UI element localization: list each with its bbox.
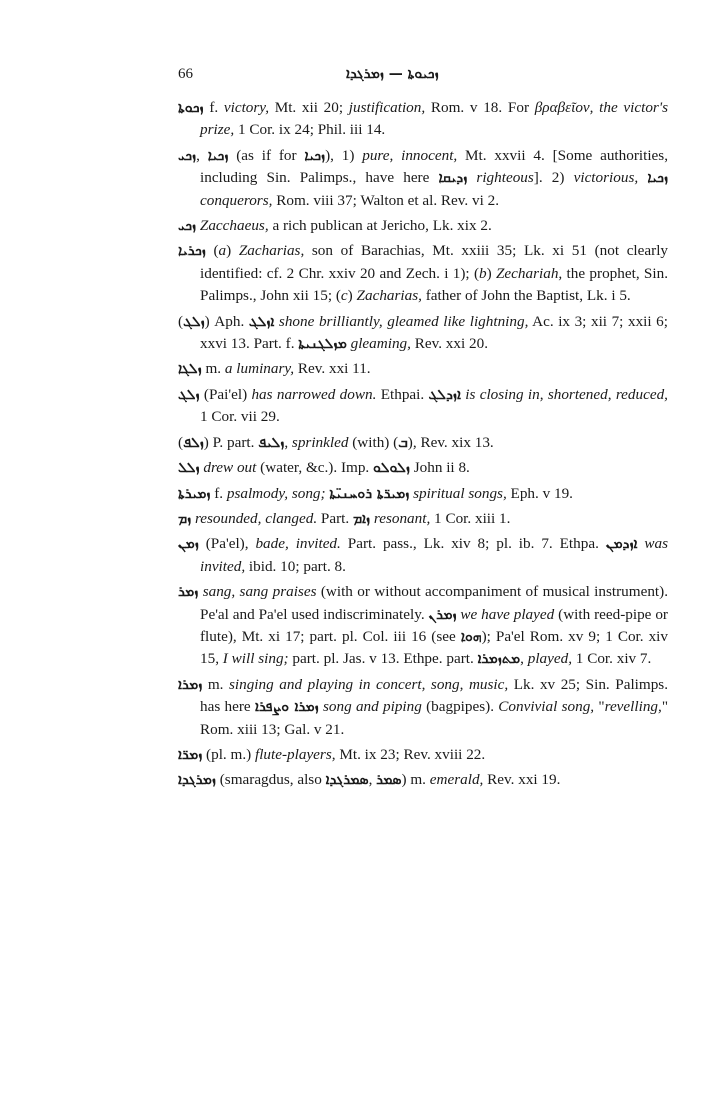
- gloss: c: [340, 287, 348, 305]
- entry-text: Rom. viii 37; Walton et al. Rev. vi 2.: [272, 191, 499, 209]
- entry-text: son of Barachias, Mt. xxiii 35; Lk. xi 51 (not clearly identified: cf. 2 Chr. xxiv 20 and Zech. i 1); (: [200, 242, 669, 282]
- syriac-term: ܣܡܪܓܕܐ: [325, 772, 369, 789]
- syriac-term: ܙܠܘܠܘ: [373, 460, 410, 477]
- entry-text: ": [594, 698, 605, 716]
- entry-text: ): [347, 287, 357, 305]
- gloss: flute-players,: [254, 745, 336, 763]
- gloss: justification,: [348, 99, 426, 116]
- syriac-term: ܙܟܝܐ: [647, 170, 669, 187]
- syriac-term: ܐܙܕܠܓ: [428, 386, 461, 403]
- gloss: spiritual songs,: [409, 484, 507, 502]
- entry-text: ]. 2): [533, 169, 574, 187]
- syriac-term: ܙܡܪܐ: [178, 676, 203, 693]
- syriac-term: ܙܡܪ̈ܐ: [178, 746, 203, 763]
- entry-text: ) P. part.: [203, 433, 259, 451]
- entry-text: (: [178, 312, 184, 330]
- entry-text: (pl. m.): [202, 745, 255, 763]
- entry-text: m.: [202, 675, 229, 693]
- gloss: victorious,: [573, 169, 639, 187]
- syriac-term: ܐܙܕܡܢ: [605, 536, 638, 553]
- syriac-term: ܙܟܝ: [178, 147, 197, 164]
- entry-text: (with) (: [348, 433, 399, 451]
- syriac-term: ܙܡܝܪ̈ܬܐ ܪܘܚܢܝ̈ܬܐ: [329, 485, 410, 502]
- dictionary-entry: [178, 384, 668, 429]
- entry-text: 1 Cor. xiii 1.: [430, 509, 511, 527]
- entry-text: Ethpai.: [376, 385, 429, 403]
- entry-text: (bagpipes).: [421, 698, 499, 716]
- syriac-term: ܙܡܪ: [178, 584, 199, 601]
- entry-text: ), 1): [325, 146, 363, 164]
- dictionary-entry: [178, 215, 668, 237]
- entry-text: Part.: [317, 509, 353, 527]
- gloss: Zacharias,: [356, 287, 422, 305]
- syriac-term: ܙܟܝܐ: [207, 147, 229, 164]
- entry-text: 1 Cor. xiv 7.: [572, 650, 652, 668]
- entry-text: ,: [368, 771, 377, 789]
- entry-text: f.: [210, 484, 227, 502]
- gloss: pure, innocent,: [362, 146, 458, 164]
- entry-text: (: [178, 433, 184, 451]
- entry-text: ) m.: [401, 771, 430, 789]
- entry-text: ) Aph.: [204, 312, 249, 330]
- entry-text: Rev. xxi 20.: [410, 335, 488, 353]
- entry-text: John ii 8.: [409, 459, 470, 477]
- entry-text: Eph. v 19.: [506, 484, 573, 502]
- greek-term: βραβεῖον,: [534, 99, 594, 116]
- dictionary-entries: [178, 97, 668, 795]
- gloss: resonant,: [370, 509, 431, 527]
- syriac-term: ܡܬܙܡܪܐ: [477, 651, 521, 668]
- syriac-term: ܙܟܘܬܐ: [178, 100, 204, 116]
- gloss: emerald,: [429, 771, 484, 789]
- entry-text: Part. pass., Lk. xiv 8; pl. ib. 7. Ethpa.: [340, 535, 606, 553]
- gloss: Zacchaeus,: [196, 217, 269, 235]
- gloss: bade, invited.: [255, 535, 341, 553]
- dictionary-entry: [178, 457, 668, 479]
- entry-text: f.: [203, 99, 224, 116]
- dictionary-entry: [178, 769, 668, 791]
- dictionary-entry: [178, 358, 668, 380]
- gloss: we have played: [456, 605, 555, 623]
- entry-text: Ac. ix 3; xii 7; xxii 6; xxvi 13. Part. f.: [200, 312, 668, 353]
- entry-text: a rich publican at Jericho, Lk. xix 2.: [268, 217, 492, 235]
- entry-text: [638, 169, 647, 186]
- entry-text: (as if for: [228, 146, 305, 164]
- entry-text: (with or without accompaniment of musical instrument). Pe'al and Pa'el used indiscriminately.: [200, 583, 668, 623]
- entry-text: ,: [196, 146, 208, 164]
- gloss: singing and playing in concert, song, music,: [228, 675, 509, 693]
- dictionary-entry: [178, 674, 668, 741]
- syriac-term: ܙܡܪܐ ܘܨܦܪܐ: [254, 699, 319, 716]
- dictionary-entry: [178, 97, 668, 142]
- gloss: the victor's prize,: [200, 99, 669, 139]
- gloss: conquerors,: [200, 191, 273, 209]
- gloss: song and piping: [318, 698, 422, 716]
- syriac-term: ܣܡܪ: [376, 772, 402, 789]
- gloss: Convivial song,: [498, 698, 595, 716]
- gloss: a luminary,: [224, 360, 295, 378]
- entry-text: m.: [201, 360, 225, 378]
- dictionary-entry: [178, 145, 668, 212]
- syriac-term: ܙܡܪܢ: [428, 606, 457, 623]
- entry-text: " Rom. xiii 13; Gal. v 21.: [200, 698, 669, 738]
- entry-text: the prophet, Sin. Palimps., John xii 15; (: [200, 264, 668, 305]
- entry-text: Lk. xv 25; Sin. Palimps. has here: [200, 675, 668, 716]
- syriac-term: ܙܠܠ: [178, 460, 200, 477]
- gloss: sprinkled: [291, 433, 349, 451]
- dictionary-entry: [178, 744, 668, 766]
- syriac-term: ܙܐܡ: [352, 510, 371, 527]
- dictionary-entry: [178, 581, 668, 671]
- entry-text: (smaragdus, also: [215, 771, 326, 789]
- gloss: Zechariah,: [495, 264, 563, 282]
- gloss: righteous: [467, 169, 534, 187]
- entry-text: part. pl. Jas. v 13. Ethpe. part.: [288, 650, 478, 668]
- gloss: drew out: [199, 459, 257, 477]
- gloss: was invited,: [200, 535, 669, 575]
- syriac-term: ܙܡ: [178, 510, 192, 527]
- gloss: b: [479, 264, 487, 282]
- entry-text: ), Rev. xix 13.: [407, 433, 494, 451]
- gloss: sang, sang praises: [198, 583, 317, 601]
- gloss: shone brilliantly, gleamed like lightning,: [274, 312, 529, 330]
- entry-text: (Pai'el): [199, 385, 252, 403]
- page-number: 66: [178, 66, 193, 82]
- syriac-term: ܙܡܢ: [178, 536, 199, 553]
- syriac-term: ܡܙܠܓܢܝܬܐ: [298, 336, 347, 353]
- entry-text: ): [486, 264, 496, 282]
- dictionary-entry: [178, 311, 668, 356]
- page-header: [178, 66, 658, 88]
- entry-text: 1 Cor. ix 24; Phil. iii 14.: [234, 121, 386, 139]
- entry-text: Rev. xxi 11.: [294, 360, 371, 378]
- syriac-term: ܙܠܓ: [178, 386, 200, 403]
- gloss: a: [218, 242, 227, 260]
- syriac-term: ܙܠܝܦ: [258, 434, 285, 451]
- gloss: Zacharias,: [238, 242, 305, 260]
- gloss: victory,: [223, 99, 269, 116]
- entry-text: (: [205, 242, 219, 260]
- syriac-term: ܙܟܝܐ: [304, 147, 326, 164]
- gloss: psalmody, song;: [226, 484, 326, 502]
- gloss: gleaming,: [346, 335, 411, 353]
- entry-text: ): [226, 242, 239, 260]
- syriac-term: ܙܡܪܓܕܐ: [178, 772, 216, 789]
- syriac-term: ܙܠܓܐ: [178, 361, 202, 378]
- syriac-term: ܒ: [398, 434, 408, 451]
- syriac-term: ܙܡܝܪܬܐ: [178, 485, 211, 502]
- syriac-term: ܗܘܐ: [460, 628, 482, 645]
- syriac-term: ܙܠܦ: [183, 434, 204, 451]
- entry-text: father of John the Baptist, Lk. i 5.: [421, 287, 631, 305]
- dictionary-entry: [178, 483, 668, 505]
- dictionary-entry: [178, 533, 668, 578]
- gloss: is closing in, shortened, reduced,: [460, 385, 668, 403]
- dictionary-entry: [178, 508, 668, 530]
- entry-text: Mt. xii 20;: [269, 99, 349, 116]
- running-head: ܙܟܝܘܬܐ — ܙܡܪܓܕܐ: [346, 66, 439, 82]
- entry-text: (water, &c.). Imp.: [256, 459, 374, 477]
- gloss: I will sing;: [222, 650, 289, 668]
- gloss: revelling,: [604, 698, 662, 716]
- gloss: played,: [527, 650, 572, 668]
- entry-text: (Pa'el),: [198, 535, 256, 553]
- gloss: has narrowed down.: [251, 385, 377, 403]
- entry-text: ); Pa'el Rom. xv 9; 1 Cor. xiv 15,: [200, 627, 668, 668]
- entry-text: (with reed-pipe or flute), Mt. xi 17; part. pl. Col. iii 16 (see: [200, 605, 668, 645]
- syriac-term: ܐܙܠܓ: [248, 313, 275, 330]
- entry-text: Rom. v 18. For: [425, 99, 535, 116]
- entry-text: Mt. xxvii 4. [Some authorities, including Sin. Palimps., have here: [200, 146, 668, 187]
- syriac-term: ܙܟܝ: [178, 218, 197, 235]
- entry-text: ,: [520, 650, 528, 668]
- dictionary-entry: [178, 240, 668, 307]
- entry-text: 1 Cor. vii 29.: [200, 408, 280, 426]
- entry-text: ,: [284, 433, 292, 451]
- entry-text: Rev. xxi 19.: [483, 771, 561, 789]
- gloss: resounded, clanged.: [191, 509, 318, 527]
- dictionary-entry: [178, 432, 668, 454]
- syriac-term: ܙܠܓ: [183, 313, 205, 330]
- syriac-term: ܙܕܝܩܐ: [438, 170, 468, 187]
- entry-text: Mt. ix 23; Rev. xviii 22.: [335, 745, 486, 763]
- entry-text: ibid. 10; part. 8.: [245, 557, 346, 575]
- syriac-term: ܙܟܪܝܐ: [178, 243, 206, 260]
